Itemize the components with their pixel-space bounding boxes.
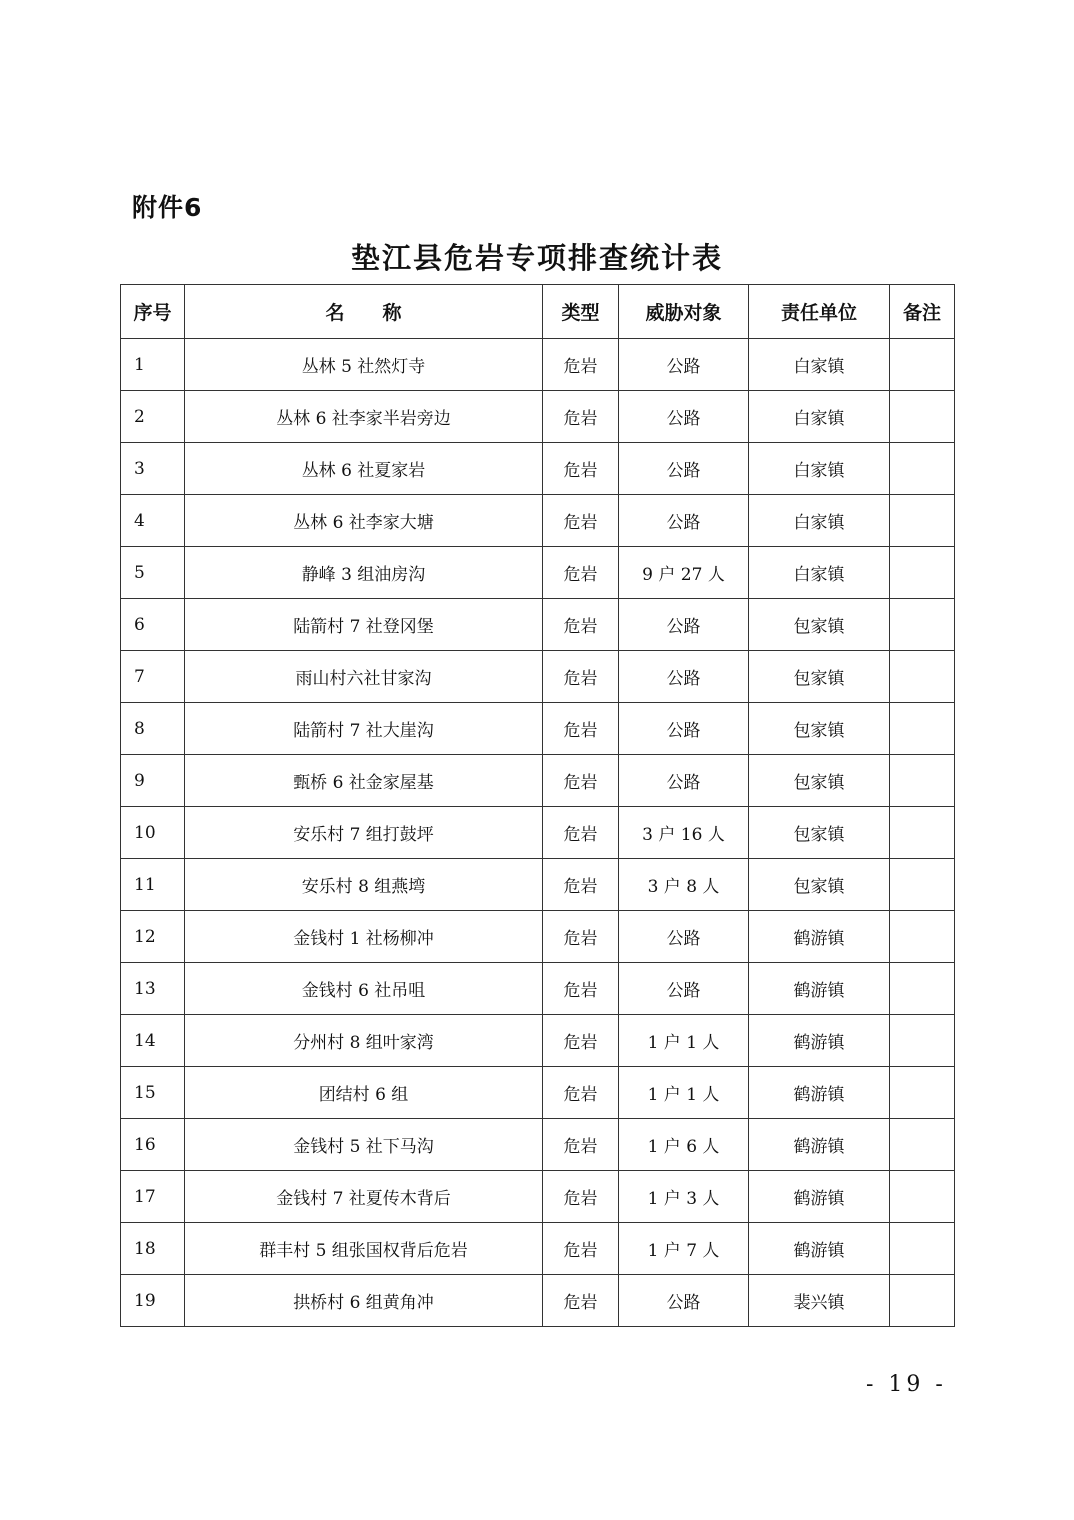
cell-remarks [890,1067,955,1119]
cell-index: 9 [121,755,185,807]
cell-type: 危岩 [543,599,619,651]
cell-remarks [890,1223,955,1275]
table-row [121,807,955,859]
table-row [121,547,955,599]
cell-threat: 公路 [619,391,749,443]
cell-type: 危岩 [543,1223,619,1275]
table-row [121,443,955,495]
cell-type: 危岩 [543,1015,619,1067]
cell-type: 危岩 [543,495,619,547]
header-type: 类型 [543,285,619,339]
cell-responsible-unit: 鹤游镇 [749,1171,890,1223]
cell-remarks [890,963,955,1015]
table-row [121,1067,955,1119]
cell-index: 8 [121,703,185,755]
cell-responsible-unit: 鹤游镇 [749,1223,890,1275]
cell-type: 危岩 [543,755,619,807]
cell-responsible-unit: 白家镇 [749,443,890,495]
table-row [121,1119,955,1171]
cell-threat: 1 户 7 人 [619,1223,749,1275]
cell-threat: 公路 [619,443,749,495]
cell-index: 18 [121,1223,185,1275]
cell-remarks [890,1275,955,1327]
cell-remarks [890,495,955,547]
cell-responsible-unit: 包家镇 [749,703,890,755]
cell-remarks [890,443,955,495]
cell-name: 丛林 6 社李家大塘 [185,495,543,547]
cell-name: 丛林 5 社然灯寺 [185,339,543,391]
table-row [121,1223,955,1275]
cell-responsible-unit: 鹤游镇 [749,911,890,963]
cell-name: 拱桥村 6 组黄角冲 [185,1275,543,1327]
cell-threat: 公路 [619,651,749,703]
cell-name: 静峰 3 组油房沟 [185,547,543,599]
cell-threat: 公路 [619,703,749,755]
cell-responsible-unit: 裴兴镇 [749,1275,890,1327]
table-row [121,495,955,547]
cell-type: 危岩 [543,859,619,911]
cell-type: 危岩 [543,443,619,495]
cell-responsible-unit: 鹤游镇 [749,1119,890,1171]
header-remarks: 备注 [890,285,955,339]
cell-type: 危岩 [543,1275,619,1327]
table-row [121,651,955,703]
cell-index: 6 [121,599,185,651]
cell-name: 陆箭村 7 社大崖沟 [185,703,543,755]
cell-index: 10 [121,807,185,859]
cell-type: 危岩 [543,547,619,599]
page-title: 垫江县危岩专项排查统计表 [350,241,723,275]
table-header-row [121,285,955,339]
cell-remarks [890,1015,955,1067]
cell-threat: 公路 [619,963,749,1015]
cell-index: 19 [121,1275,185,1327]
cell-index: 11 [121,859,185,911]
cell-responsible-unit: 白家镇 [749,391,890,443]
table-row [121,599,955,651]
table-row [121,963,955,1015]
cell-index: 5 [121,547,185,599]
cell-name: 分州村 8 组叶家湾 [185,1015,543,1067]
cell-index: 15 [121,1067,185,1119]
cell-index: 16 [121,1119,185,1171]
cell-name: 丛林 6 社李家半岩旁边 [185,391,543,443]
cell-responsible-unit: 包家镇 [749,755,890,807]
header-index: 序号 [121,285,185,339]
cell-responsible-unit: 白家镇 [749,495,890,547]
cell-remarks [890,339,955,391]
cell-index: 3 [121,443,185,495]
cell-type: 危岩 [543,703,619,755]
cell-remarks [890,755,955,807]
cell-responsible-unit: 鹤游镇 [749,1067,890,1119]
cell-remarks [890,703,955,755]
cell-threat: 公路 [619,755,749,807]
cell-type: 危岩 [543,651,619,703]
table-row [121,1275,955,1327]
cell-remarks [890,859,955,911]
cell-name: 金钱村 5 社下马沟 [185,1119,543,1171]
cell-index: 12 [121,911,185,963]
cell-name: 群丰村 5 组张国权背后危岩 [185,1223,543,1275]
cell-responsible-unit: 包家镇 [749,651,890,703]
cell-responsible-unit: 白家镇 [749,339,890,391]
cell-responsible-unit: 包家镇 [749,859,890,911]
cell-type: 危岩 [543,339,619,391]
header-responsible-unit: 责任单位 [749,285,890,339]
cell-responsible-unit: 鹤游镇 [749,963,890,1015]
cell-responsible-unit: 包家镇 [749,807,890,859]
cell-threat: 1 户 6 人 [619,1119,749,1171]
cell-name: 甄桥 6 社金家屋基 [185,755,543,807]
cell-remarks [890,547,955,599]
table-row [121,859,955,911]
cell-name: 丛林 6 社夏家岩 [185,443,543,495]
cell-type: 危岩 [543,1119,619,1171]
cell-index: 14 [121,1015,185,1067]
cell-name: 金钱村 1 社杨柳冲 [185,911,543,963]
cell-responsible-unit: 白家镇 [749,547,890,599]
cell-name: 团结村 6 组 [185,1067,543,1119]
cell-name: 金钱村 6 社吊咀 [185,963,543,1015]
cell-remarks [890,599,955,651]
header-name: 名 称 [185,285,543,339]
cell-threat: 公路 [619,339,749,391]
cell-name: 安乐村 7 组打鼓坪 [185,807,543,859]
header-threat: 威胁对象 [619,285,749,339]
cell-remarks [890,1171,955,1223]
attachment-label: 附件6 [132,193,203,222]
cell-threat: 公路 [619,911,749,963]
cell-name: 安乐村 8 组燕塆 [185,859,543,911]
table-row [121,755,955,807]
table-row [121,391,955,443]
cell-type: 危岩 [543,1067,619,1119]
cell-remarks [890,807,955,859]
cell-responsible-unit: 包家镇 [749,599,890,651]
cell-threat: 3 户 8 人 [619,859,749,911]
table-row [121,911,955,963]
hazard-table [120,284,955,1327]
cell-type: 危岩 [543,807,619,859]
cell-index: 1 [121,339,185,391]
table-body [121,339,955,1327]
cell-name: 雨山村六社甘家沟 [185,651,543,703]
cell-threat: 9 户 27 人 [619,547,749,599]
page-number: - 19 - [866,1372,947,1397]
table-row [121,703,955,755]
cell-type: 危岩 [543,963,619,1015]
cell-remarks [890,911,955,963]
cell-index: 13 [121,963,185,1015]
table-row [121,1015,955,1067]
cell-remarks [890,391,955,443]
cell-threat: 1 户 1 人 [619,1015,749,1067]
table-row [121,339,955,391]
cell-name: 金钱村 7 社夏传木背后 [185,1171,543,1223]
cell-index: 2 [121,391,185,443]
cell-index: 4 [121,495,185,547]
cell-threat: 公路 [619,1275,749,1327]
cell-index: 7 [121,651,185,703]
table-row [121,1171,955,1223]
cell-type: 危岩 [543,391,619,443]
cell-type: 危岩 [543,911,619,963]
cell-name: 陆箭村 7 社登冈堡 [185,599,543,651]
cell-responsible-unit: 鹤游镇 [749,1015,890,1067]
cell-remarks [890,1119,955,1171]
cell-threat: 公路 [619,495,749,547]
cell-threat: 1 户 3 人 [619,1171,749,1223]
cell-threat: 公路 [619,599,749,651]
cell-index: 17 [121,1171,185,1223]
cell-threat: 1 户 1 人 [619,1067,749,1119]
cell-threat: 3 户 16 人 [619,807,749,859]
cell-remarks [890,651,955,703]
cell-type: 危岩 [543,1171,619,1223]
